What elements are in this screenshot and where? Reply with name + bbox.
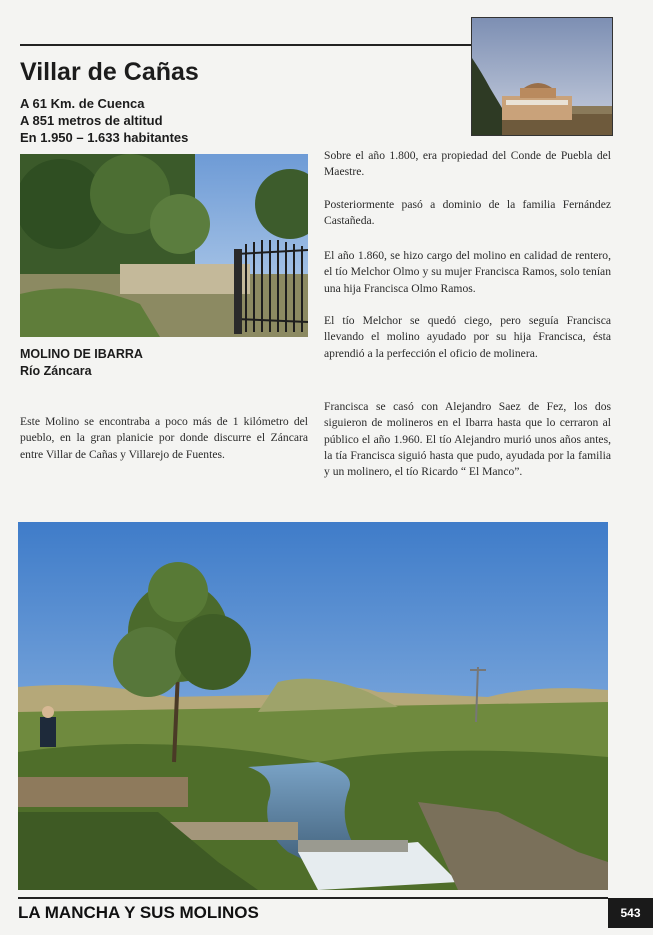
mill-name-caption: MOLINO DE IBARRA: [20, 347, 143, 361]
history-paragraph-2: Posteriormente pasó a dominio de la familia Fernández Castañeda.: [324, 198, 611, 228]
section-footer: LA MANCHA Y SUS MOLINOS: [18, 903, 259, 922]
history-paragraph-4: El tío Melchor se quedó ciego, pero seguía Francisca llevando el molino ayudado por su hija Francisca, ésta aprendió a la perfección el oficio de molinera.: [324, 314, 611, 360]
altitude-line: A 851 metros de altitud: [20, 113, 163, 128]
history-paragraph-1: Sobre el año 1.800, era propiedad del Conde de Puebla del Maestre.: [324, 149, 611, 179]
page-number: 543: [608, 898, 653, 928]
page-title: Villar de Cañas: [20, 58, 199, 86]
history-paragraph-3: El año 1.860, se hizo cargo del molino en calidad de rentero, el tío Melchor Olmo y su mujer Francisca Ramos, solo tenían una hija Francisca Olmo Ramos.: [324, 249, 611, 295]
mill-location-paragraph: Este Molino se encontraba a poco más de 1 kilómetro del pueblo, en la gran planicie por donde discurre el Záncara entre Villar de Cañas y Villarejo de Fuentes.: [20, 415, 308, 461]
river-caption: Río Záncara: [20, 364, 92, 378]
history-paragraph-5: Francisca se casó con Alejandro Saez de Fez, los dos siguieron de molineros en el Ibarra hasta que lo cerraron al público el año 1.960. El tío Alejandro murió unos años antes, la tía Francisca siguió hasta que pudo, ayudada por la familia y un molinero, el tío Ricardo “ El Manco”.: [324, 400, 611, 479]
population-line: En 1.950 – 1.633 habitantes: [20, 130, 189, 145]
church-photo: [471, 17, 613, 136]
top-rule: [20, 44, 472, 46]
footer-rule: [18, 897, 608, 899]
iron-gate-photo: [20, 154, 308, 337]
river-landscape-photo: [18, 522, 608, 890]
distance-line: A 61 Km. de Cuenca: [20, 96, 145, 111]
